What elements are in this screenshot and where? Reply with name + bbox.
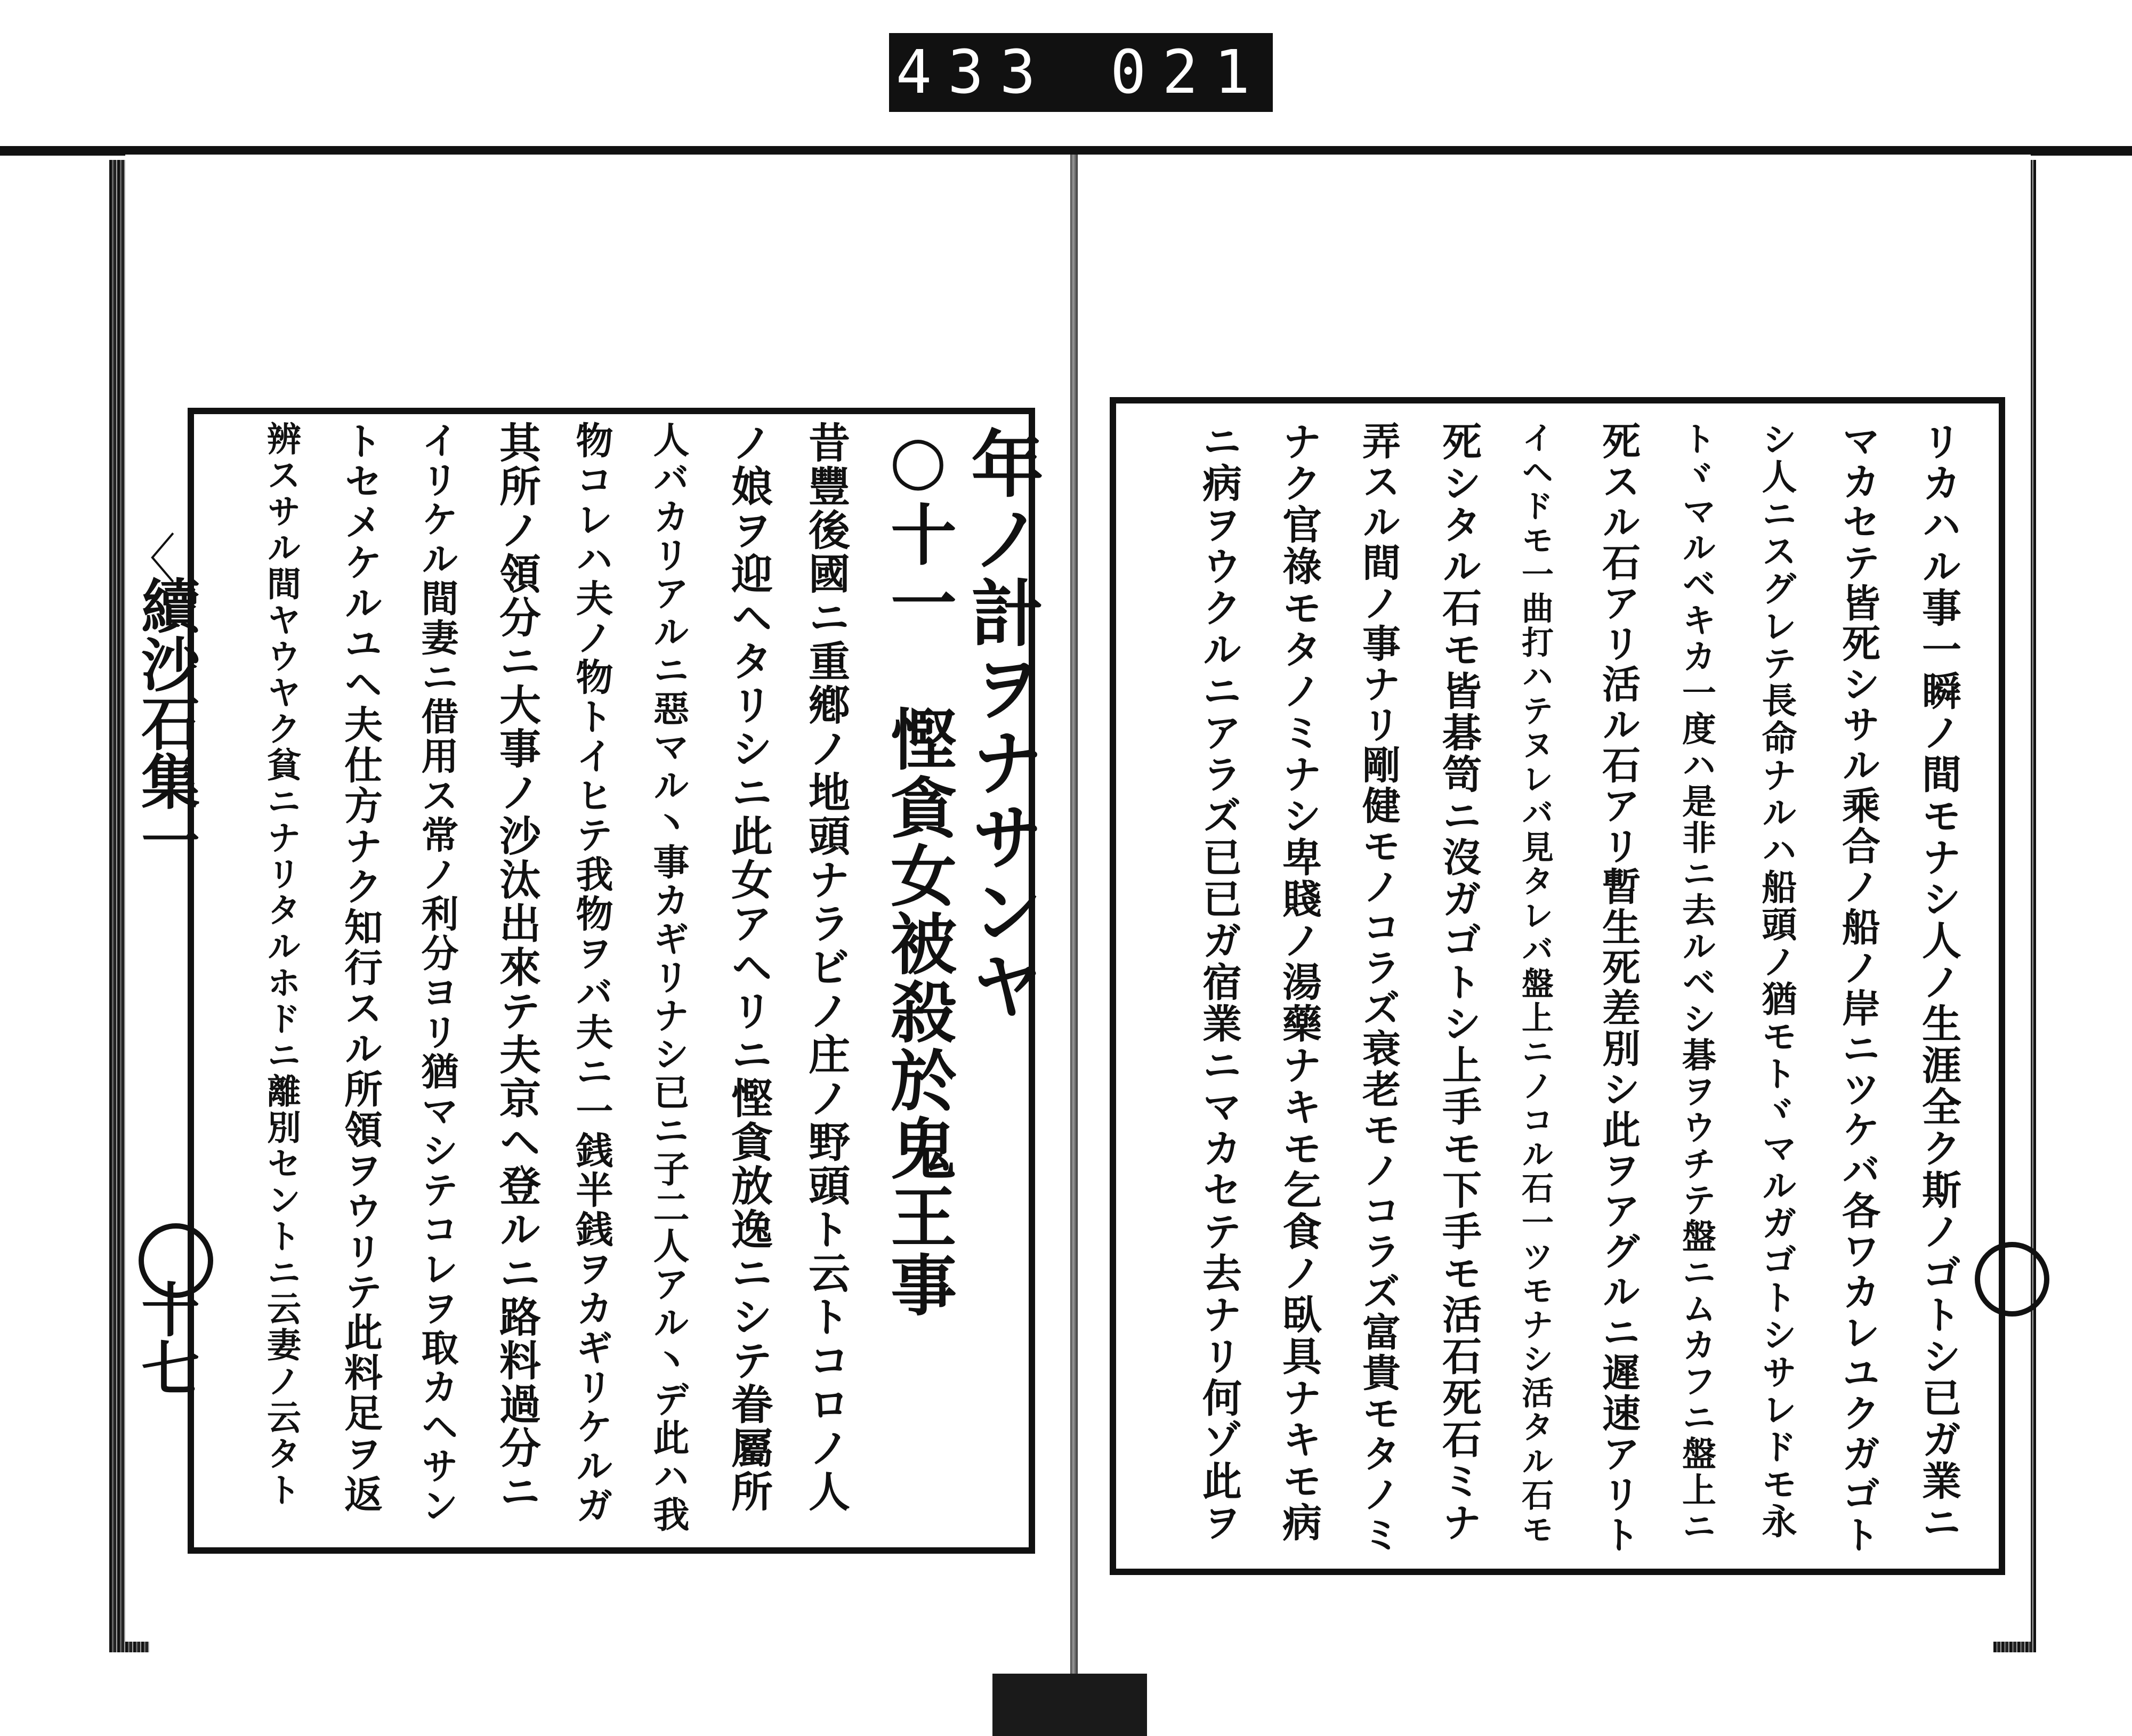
folio-number: 十七: [132, 1279, 200, 1396]
text-column: イリケル間妻ニ借用ス常ノ利分ヨリ猶マシテコレヲ取カヘサン: [415, 421, 459, 1525]
text-column: 人バカリアルニ惡マル丶事カギリナシ已ニ子二人アル丶デ此ハ我: [647, 421, 690, 1534]
text-column: 弄スル間ノ事ナリ剛健モノコラズ衰老モノコラズ富貴モタノミ: [1356, 421, 1401, 1555]
catalog-number-right: 021: [1110, 38, 1266, 107]
text-column: イヘドモ一曲打ハテヌレバ見タレバ盤上ニノコル石一ツモナシ活タル石モ: [1516, 421, 1554, 1547]
catalog-number-left: 433: [895, 38, 1052, 107]
gutter-fold: [1070, 155, 1078, 1679]
text-column: 物コレハ夫ノ物トイヒテ我物ヲバ夫ニ一銭半銭ヲカギリケルガ: [570, 421, 614, 1525]
binding-clip: [992, 1674, 1147, 1736]
text-column: トセメケルユヘ夫仕方ナク知行スル所領ヲウリテ此料足ヲ返: [338, 421, 383, 1515]
gyobi-mark-icon: 〈: [123, 528, 176, 591]
text-column: 年ノ計ヲナサンヤ: [958, 426, 1044, 1023]
text-column: 死シタル石モ皆碁笥ニ沒ガゴトシ上手モ下手モ活石死石ミナ: [1436, 421, 1482, 1544]
text-column: ナク官祿モタノミナシ卑賤ノ湯藥ナキモ乞食ノ臥具ナキモ病: [1276, 421, 1322, 1544]
text-column: 辨スサル間ヤウヤク貧ニナリタルホドニ離別セントニ云妻ノ云タト: [261, 421, 301, 1508]
text-column: 昔豐後國ニ重鄕ノ地頭ナラビノ庄ノ野頭ト云トコロノ人: [802, 421, 850, 1514]
catalog-stamp: [889, 33, 1273, 112]
text-column: ニ病ヲウクルニアラズ已已ガ宿業ニマカセテ去ナリ何ゾ此ヲ: [1196, 421, 1242, 1544]
text-column: トヾマルベキカ一度ハ是非ニ去ルベシ碁ヲウチテ盤ニムカフニ盤上ニ: [1676, 421, 1716, 1545]
text-column: 其所ノ領分ニ大事ノ沙汰出來テ夫京ヘ登ルニ路料過分ニ: [492, 421, 541, 1514]
text-column: マカセテ皆死シサル乘合ノ船ノ岸ニツケバ各ワカレユクガゴト: [1836, 421, 1881, 1555]
section-heading: ○十一 慳貪女被殺於鬼王事: [879, 421, 957, 1319]
text-column: シ人ニスグレテ長命ナルハ船頭ノ猶モトヾマルガゴトシサレドモ永: [1756, 421, 1797, 1540]
text-column: ノ娘ヲ迎ヘタリシニ此女アヘリニ慳貪放逸ニシテ眷屬所: [724, 421, 773, 1514]
running-title: 續沙石集一: [132, 576, 200, 869]
text-column: リカハル事一瞬ノ間モナシ人ノ生涯全ク斯ノゴトシ已ガ業ニ: [1916, 421, 1961, 1544]
text-column: 死スル石アリ活ル石アリ暫生死差別シ此ヲアグルニ遲速アリト: [1596, 421, 1641, 1555]
